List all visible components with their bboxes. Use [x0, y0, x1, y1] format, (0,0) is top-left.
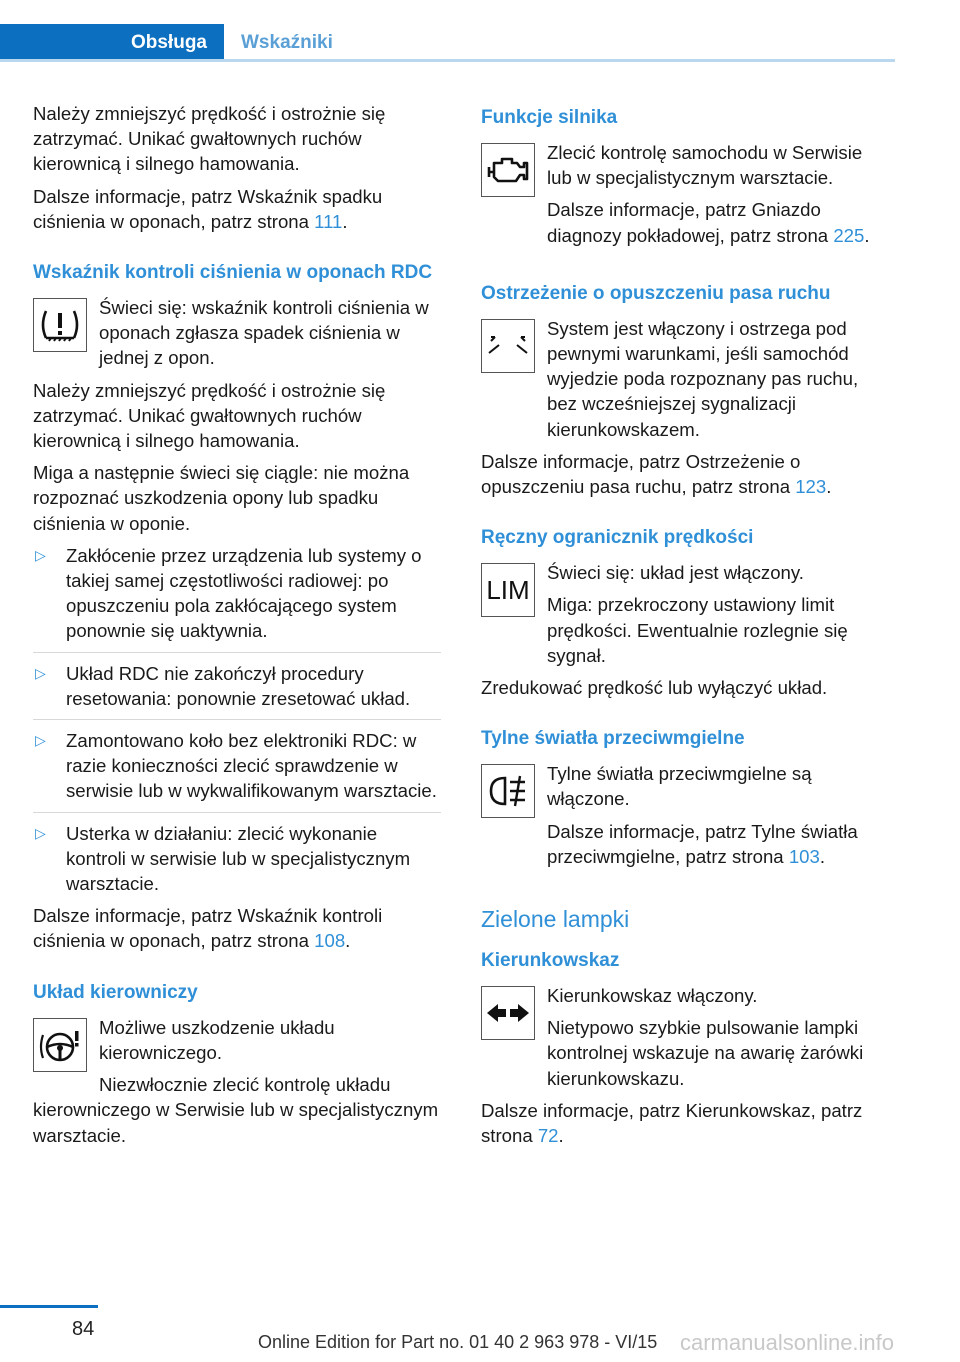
lane-block	[481, 316, 889, 449]
section-heading-turn-signal: Kierunkowskaz	[481, 950, 620, 972]
section-heading-limiter: Ręczny ogranicznik prędkości	[481, 527, 754, 549]
right-column	[481, 101, 889, 1155]
paragraph: Dalsze informacje, patrz Gniazdo diagnozy pokładowej, patrz strona 225.	[547, 199, 870, 246]
limiter-block	[481, 560, 889, 675]
paragraph: Zlecić kontrolę samochodu w Serwisie lub w specjalistycznym warsztacie.	[547, 142, 863, 189]
paragraph: System jest włączony i ostrzega pod pewnymi warunkami, jeśli samochód wyjedzie poda rozpoznany pas ruchu, bez wcześniejszej sygnalizacji kierunkowskazem.	[547, 317, 859, 440]
paragraph: Dalsze informacje, patrz Wskaźnik spadku ciśnienia w oponach, patrz strona 111.	[33, 185, 383, 232]
paragraph: Kierunkowskaz włączony.	[547, 985, 758, 1007]
triangle-bullet-icon: ▷	[35, 664, 46, 681]
page-link[interactable]: 108	[314, 930, 346, 952]
tab-obsluga[interactable]: Obsługa	[0, 24, 224, 62]
list-item: ▷ Zamontowano koło bez elektroniki RDC: w razie konieczności zlecić sprawdzenie w serwisie lub w wykwalifikowanym warsztacie.	[33, 728, 441, 813]
watermark: carmanualsonline.info	[680, 1330, 895, 1355]
engine-check-icon	[481, 143, 535, 197]
steering-block	[33, 1015, 441, 1155]
paragraph: Niezwłocznie zlecić kontrolę układu kierowniczego w Serwisie lub w specjalistycznym warsztacie.	[33, 1074, 439, 1146]
page-number: 84	[72, 1318, 95, 1340]
paragraph: Świeci się: układ jest włączony.	[547, 562, 804, 584]
steering-warning-icon	[33, 1018, 87, 1072]
list-item: ▷ Układ RDC nie zakończył procedury resetowania: ponownie zresetować układ.	[33, 661, 441, 720]
list-item: ▷ Zakłócenie przez urządzenia lub systemy o takiej samej częstotliwości radiowej: po opuszczeniu pola zakłócającego system ponownie się uaktywnia.	[33, 543, 441, 653]
speed-limiter-icon: LIM	[481, 563, 535, 617]
fog-block	[481, 761, 889, 876]
section-heading-engine: Funkcje silnika	[481, 107, 618, 128]
section-heading-lane: Ostrzeżenie o opuszczeniu pasa ruchu	[481, 282, 831, 304]
footer-rule	[0, 1305, 98, 1308]
paragraph: Dalsze informacje, patrz Kierunkowskaz, patrz strona 72.	[481, 1099, 863, 1147]
paragraph: Dalsze informacje, patrz Ostrzeżenie o opuszczeniu pasa ruchu, patrz strona 123.	[481, 450, 832, 498]
section-heading-fog: Tylne światła przeciwmgielne	[481, 728, 745, 750]
page-link[interactable]: 72	[537, 1125, 559, 1147]
rdc-block	[33, 295, 441, 378]
section-heading-steering: Układ kierowniczy	[33, 981, 198, 1003]
page-link[interactable]: 123	[795, 476, 827, 498]
page-link[interactable]: 103	[788, 845, 820, 867]
paragraph: Możliwe uszkodzenie układu kierowniczego.	[99, 1016, 335, 1063]
tab-wskazniki[interactable]: Wskaźniki	[241, 32, 333, 53]
tire-pressure-warning-icon	[33, 298, 87, 352]
paragraph: Dalsze informacje, patrz Tylne światła przeciwmgielne, patrz strona 103.	[547, 820, 858, 867]
section-heading-rdc: Wskaźnik kontroli ciśnienia w oponach RDC	[33, 262, 433, 284]
header-rule	[0, 59, 895, 62]
page-link[interactable]: 111	[314, 210, 343, 232]
paragraph: Świeci się: wskaźnik kontroli ciśnienia w oponach zgłasza spadek ciśnienia w jednej z opon.	[99, 297, 429, 369]
triangle-bullet-icon: ▷	[35, 546, 46, 563]
lane-departure-icon	[481, 319, 535, 373]
paragraph: Dalsze informacje, patrz Wskaźnik kontroli ciśnienia w oponach, patrz strona 108.	[33, 905, 383, 952]
rdc-list	[33, 543, 441, 896]
section-heading-green-lamps: Zielone lampki	[481, 906, 630, 933]
header-tabs	[0, 24, 895, 62]
list-item: ▷ Usterka w działaniu: zlecić wykonanie kontroli w serwisie lub w specjalistycznym warsztacie.	[35, 822, 411, 895]
turn-block	[481, 983, 889, 1098]
paragraph: Nietypowo szybkie pulsowanie lampki kontrolnej wskazuje na awarię żarówki kierunkowskazu.	[547, 1017, 864, 1089]
paragraph: Tylne światła przeciwmgielne są włączone.	[547, 763, 812, 810]
triangle-bullet-icon: ▷	[35, 824, 46, 841]
paragraph: Należy zmniejszyć prędkość i ostrożnie się zatrzymać. Unikać gwałtownych ruchów kierownicą i silnego hamowania.	[33, 103, 386, 175]
edition-text: Online Edition for Part no. 01 40 2 963 978 - VI/15	[258, 1332, 658, 1352]
paragraph: Należy zmniejszyć prędkość i ostrożnie się zatrzymać. Unikać gwałtownych ruchów kierownicą i silnego hamowania.	[33, 379, 386, 452]
triangle-bullet-icon: ▷	[35, 732, 46, 749]
engine-block	[481, 140, 889, 255]
rear-fog-light-icon	[481, 764, 535, 818]
left-column	[33, 101, 441, 1155]
turn-signal-icon	[481, 986, 535, 1040]
page-link[interactable]: 225	[833, 224, 865, 246]
paragraph: Zredukować prędkość lub wyłączyć układ.	[481, 677, 828, 699]
paragraph: Miga: przekroczony ustawiony limit prędkości. Ewentualnie rozlegnie się sygnał.	[547, 594, 848, 666]
paragraph: Miga a następnie świeci się ciągle: nie można rozpoznać uszkodzenia opony lub spadku ciśnienia w oponie.	[33, 462, 410, 534]
